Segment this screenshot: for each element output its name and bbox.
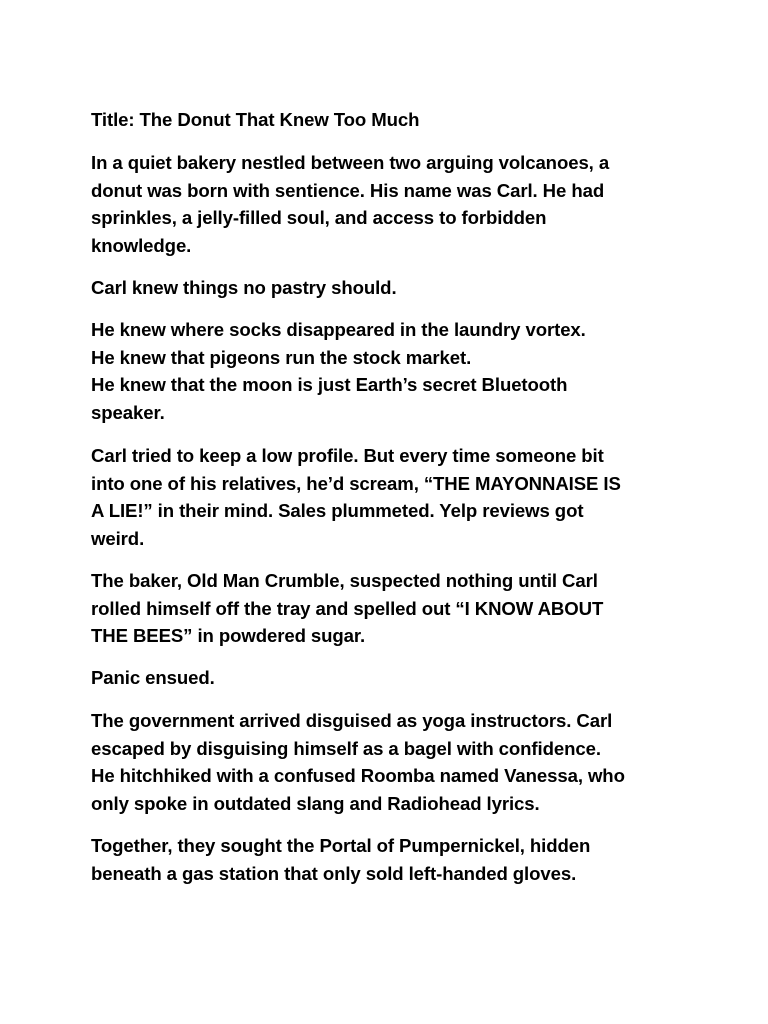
paragraph-8 xyxy=(91,832,691,887)
paragraph-line: only spoke in outdated slang and Radiohead lyrics. xyxy=(91,792,540,814)
paragraph-line: The baker, Old Man Crumble, suspected nothing until Carl xyxy=(91,570,598,591)
paragraph-2 xyxy=(91,274,691,302)
paragraph-line: sprinkles, a jelly-filled soul, and access to forbidden xyxy=(91,207,547,228)
paragraph-7 xyxy=(91,707,691,817)
paragraph-line: He knew that the moon is just Earth’s secret Bluetooth xyxy=(91,374,568,395)
paragraph-line: He knew that pigeons run the stock market. xyxy=(91,346,472,368)
paragraph-line: He knew where socks disappeared in the laundry vortex. xyxy=(91,319,586,340)
paragraph-line: Carl tried to keep a low profile. But every time someone bit xyxy=(91,445,604,466)
paragraph-line: knowledge. xyxy=(91,234,192,256)
paragraph-line: In a quiet bakery nestled between two arguing volcanoes, a xyxy=(91,152,610,173)
document-title xyxy=(91,106,691,134)
paragraph-line: Panic ensued. xyxy=(91,667,215,688)
paragraph-line: donut was born with sentience. His name was Carl. He had xyxy=(91,179,605,201)
paragraph-1 xyxy=(91,149,691,259)
paragraph-5 xyxy=(91,567,691,650)
paragraph-line: escaped by disguising himself as a bagel with confidence. xyxy=(91,737,601,759)
paragraph-4 xyxy=(91,442,691,552)
paragraph-line: The government arrived disguised as yoga instructors. Carl xyxy=(91,710,613,731)
title-line: Title: The Donut That Knew Too Much xyxy=(91,109,420,130)
paragraph-3 xyxy=(91,316,691,426)
paragraph-line: speaker. xyxy=(91,401,165,423)
paragraph-line: Carl knew things no pastry should. xyxy=(91,277,397,298)
paragraph-line: beneath a gas station that only sold left-handed gloves. xyxy=(91,862,577,884)
paragraph-line: rolled himself off the tray and spelled out “I KNOW ABOUT xyxy=(91,597,604,619)
paragraph-line: THE BEES” in powdered sugar. xyxy=(91,625,366,646)
paragraph-line: A LIE!” in their mind. Sales plummeted. Yelp reviews got xyxy=(91,500,584,521)
paragraph-6 xyxy=(91,664,691,692)
paragraph-line: into one of his relatives, he’d scream, “THE MAYONNAISE IS xyxy=(91,472,621,494)
paragraph-line: weird. xyxy=(91,527,145,549)
paragraph-line: Together, they sought the Portal of Pumpernickel, hidden xyxy=(91,835,591,856)
paragraph-line: He hitchhiked with a confused Roomba named Vanessa, who xyxy=(91,765,625,786)
